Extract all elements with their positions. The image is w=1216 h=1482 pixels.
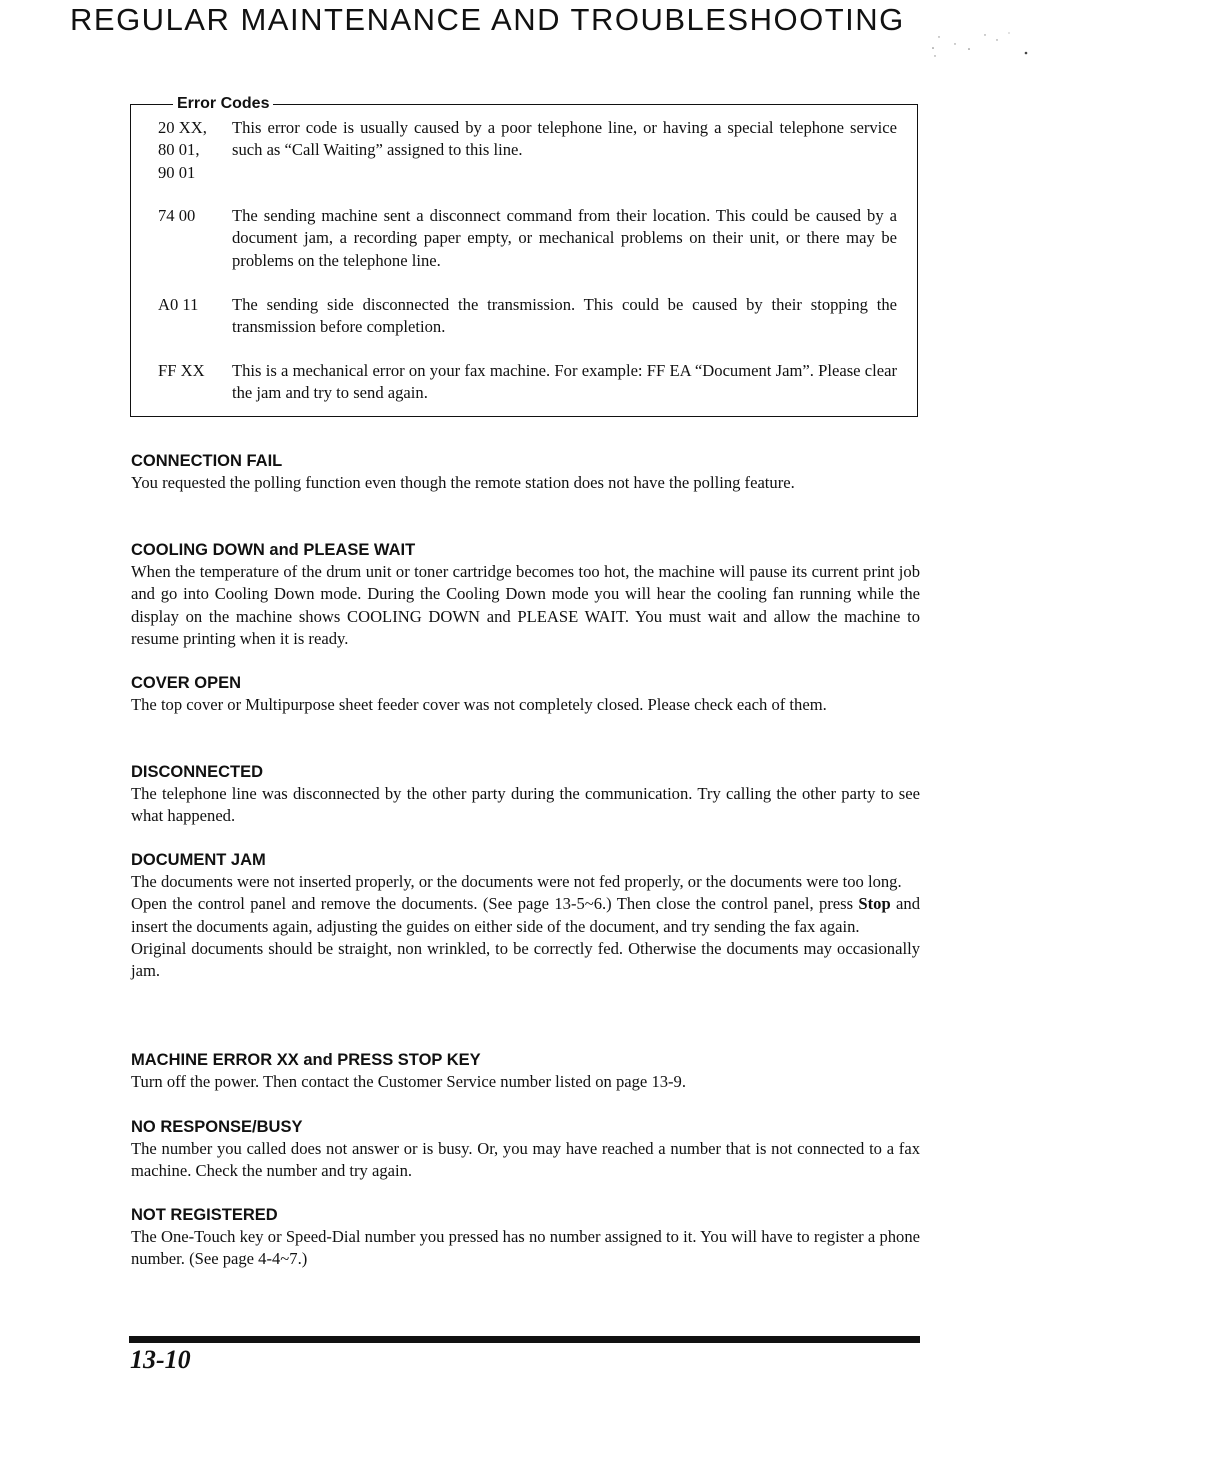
error-code-row [158, 117, 897, 184]
section-text: The telephone line was disconnected by the other party during the communication. Try calling the other party to see what happened. [131, 784, 920, 826]
error-codes-box [130, 95, 918, 417]
section-text [131, 893, 920, 938]
error-code-row [158, 294, 897, 339]
error-code-row [158, 205, 897, 272]
section-text-part: and insert the documents again, adjusting the guides on either side of the document, and try sending the fax again. [131, 894, 920, 936]
error-code-row [158, 360, 897, 405]
error-code: 20 XX, 80 01, 90 01 [158, 118, 207, 182]
section-not-registered [131, 1204, 920, 1271]
section-heading: COOLING DOWN and PLEASE WAIT [131, 541, 416, 559]
section-text: When the temperature of the drum unit or toner cartridge becomes too hot, the machine will pause its current print job and go into Cooling Down mode. During the Cooling Down mode you will hear the cooling fan running while the display on the machine shows COOLING DOWN and PLEASE WAIT. You must wait and allow the machine to resume printing when it is ready. [131, 562, 920, 648]
section-text: The top cover or Multipurpose sheet feeder cover was not completely closed. Please check each of them. [131, 695, 827, 714]
section-heading: COVER OPEN [131, 674, 242, 692]
scan-specks [925, 28, 1045, 68]
section-heading: MACHINE ERROR XX and PRESS STOP KEY [131, 1051, 481, 1069]
error-description: The sending side disconnected the transmission. This could be caused by their stopping the transmission before completion. [232, 295, 897, 337]
section-heading: NO RESPONSE/BUSY [131, 1118, 303, 1136]
section-cover-open [131, 672, 920, 716]
section-heading: CONNECTION FAIL [131, 452, 283, 470]
section-connection-fail [131, 450, 920, 494]
section-text: The number you called does not answer or is busy. Or, you may have reached a number that is not connected to a fax machine. Check the number and try again. [131, 1139, 920, 1181]
section-text: Turn off the power. Then contact the Customer Service number listed on page 13-9. [131, 1072, 687, 1091]
error-code: A0 11 [158, 295, 199, 314]
section-disconnected [131, 761, 920, 828]
section-text: The One-Touch key or Speed-Dial number you pressed has no number assigned to it. You will have to register a phone number. (See page 4-4~7.) [131, 1227, 920, 1269]
section-heading: NOT REGISTERED [131, 1206, 278, 1224]
section-text: The documents were not inserted properly, or the documents were not fed properly, or the documents were too long. [131, 872, 902, 891]
error-code: 74 00 [158, 206, 196, 225]
section-machine-error [131, 1049, 920, 1093]
page-number: 13-10 [130, 1345, 191, 1374]
section-text-part: Open the control panel and remove the documents. (See page 13-5~6.) Then close the control panel, press [131, 894, 859, 914]
error-description: The sending machine sent a disconnect command from their location. This could be caused by a document jam, a recording paper empty, or mechanical problems on their unit, or there may be problems on the telephone line. [232, 206, 897, 270]
error-codes-legend: Error Codes [173, 94, 273, 114]
section-document-jam [131, 849, 920, 982]
section-cooling-down [131, 539, 920, 650]
footer-rule [129, 1336, 920, 1343]
error-description: This error code is usually caused by a poor telephone line, or having a special telephone service such as “Call Waiting” assigned to this line. [232, 118, 897, 160]
section-heading: DOCUMENT JAM [131, 851, 266, 869]
section-heading: DISCONNECTED [131, 763, 264, 781]
section-text: You requested the polling function even though the remote station does not have the polling feature. [131, 473, 795, 492]
error-code: FF XX [158, 361, 205, 380]
section-text: Original documents should be straight, non wrinkled, to be correctly fed. Otherwise the documents may occasionally jam. [131, 938, 920, 981]
section-no-response [131, 1116, 920, 1183]
error-description: This is a mechanical error on your fax machine. For example: FF EA “Document Jam”. Please clear the jam and try to send again. [232, 361, 897, 403]
page-header-title: REGULAR MAINTENANCE AND TROUBLESHOOTING [70, 2, 905, 37]
stop-key-label: Stop [858, 894, 891, 914]
